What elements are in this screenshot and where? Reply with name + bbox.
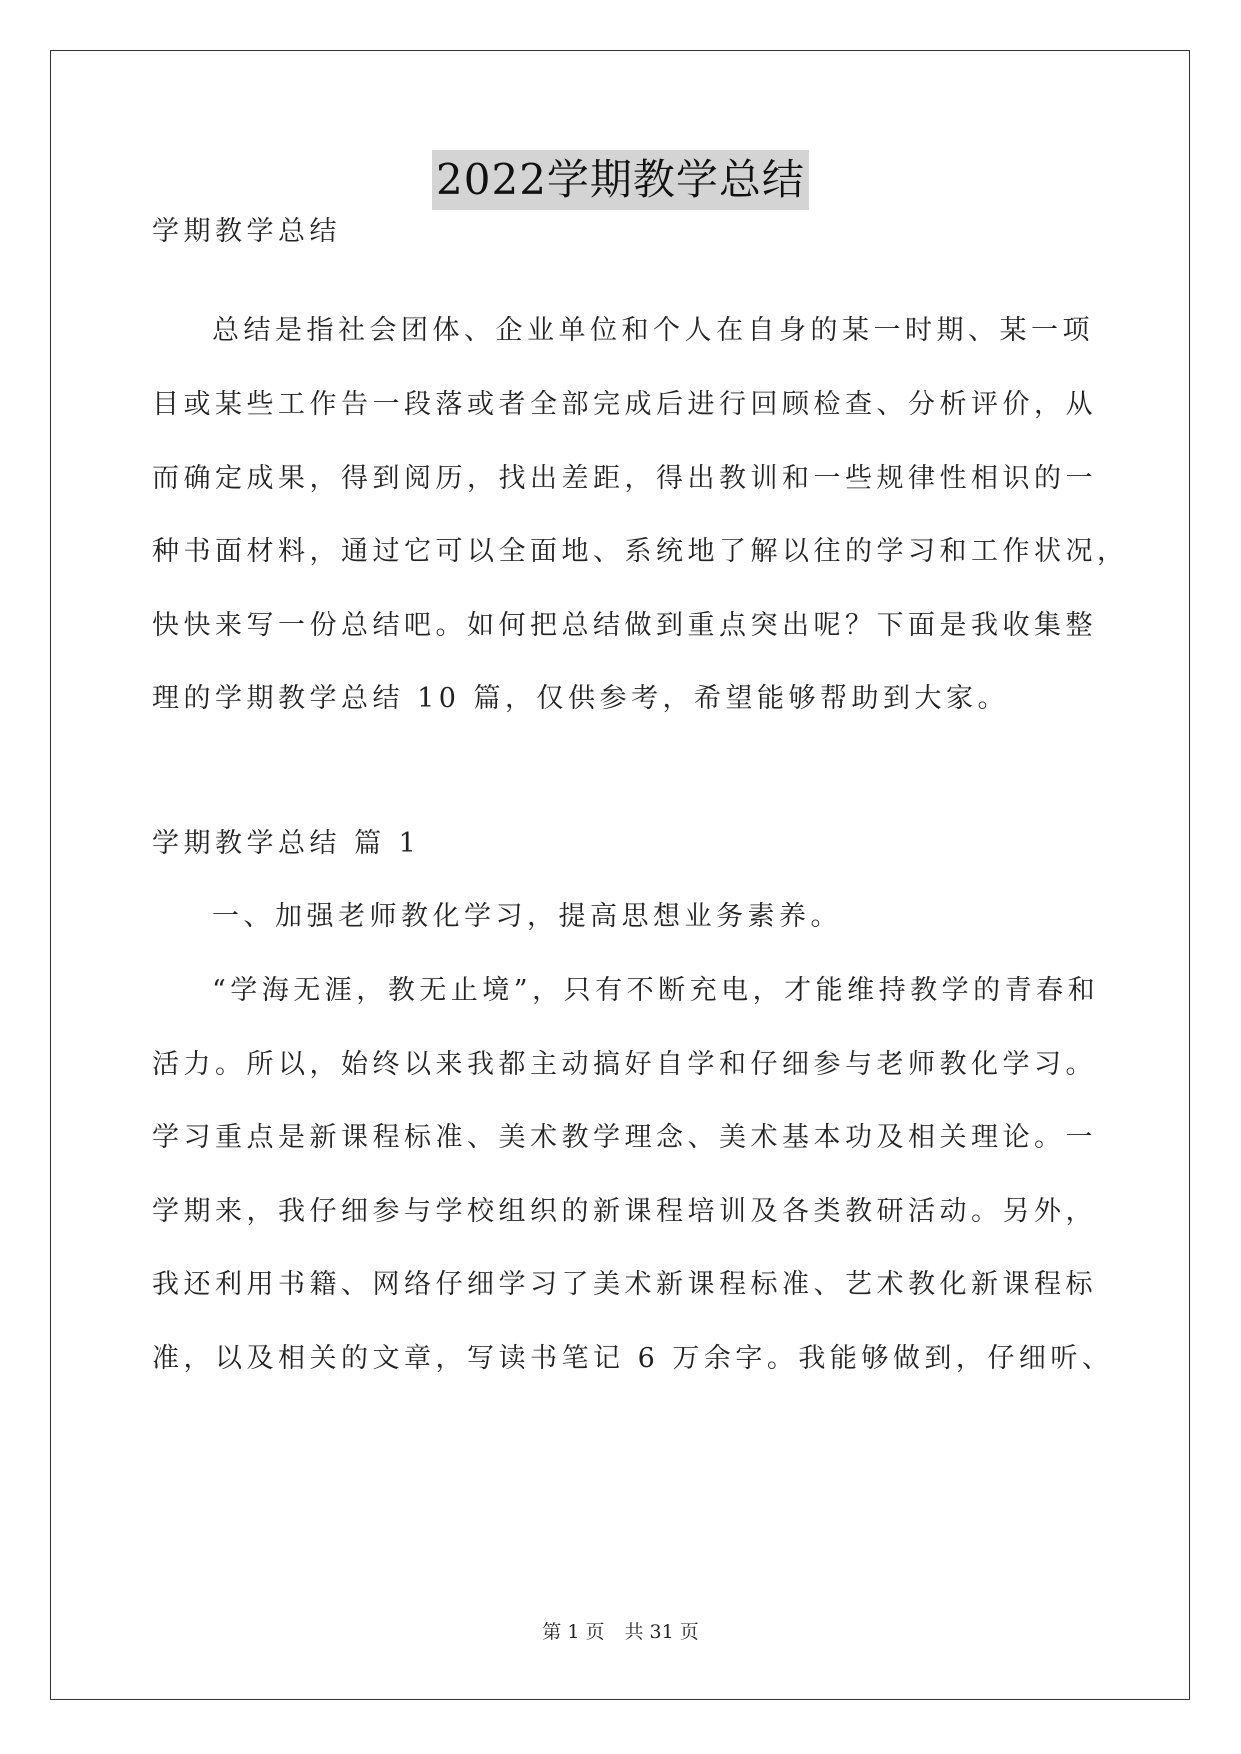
intro-line-5: 快快来写一份总结吧。如何把总结做到重点突出呢？下面是我收集整: [152, 610, 1097, 641]
document-title: 2022学期教学总结: [432, 150, 809, 210]
body-line-3: 学习重点是新课程标准、美术教学理念、美术基本功及相关理论。一: [152, 1122, 1097, 1153]
body-line-1: “学海无涯，教无止境”，只有不断充电，才能维持教学的青春和: [212, 975, 1100, 1006]
title-container: [0, 150, 1241, 210]
body-line-5: 我还利用书籍、网络仔细学习了美术新课程标准、艺术教化新课程标: [152, 1269, 1097, 1300]
page-border: [50, 50, 1190, 1700]
section-heading: 学期教学总结 篇 1: [152, 828, 421, 859]
page-footer: [0, 1617, 1241, 1644]
body-line-4: 学期来，我仔细参与学校组织的新课程培训及各类教研活动。另外，: [152, 1196, 1097, 1227]
intro-line-3: 而确定成果，得到阅历，找出差距，得出教训和一些规律性相识的一: [152, 463, 1097, 494]
subtitle: 学期教学总结: [152, 216, 341, 247]
body-line-2: 活力。所以，始终以来我都主动搞好自学和仔细参与老师教化学习。: [152, 1049, 1097, 1080]
intro-line-2: 目或某些工作告一段落或者全部完成后进行回顾检查、分析评价，从: [152, 389, 1097, 420]
intro-line-6: 理的学期教学总结 10 篇，仅供参考，希望能够帮助到大家。: [152, 683, 1010, 714]
page-total: 共 31 页: [624, 1621, 699, 1643]
section-point: 一、加强老师教化学习，提高思想业务素养。: [212, 901, 842, 932]
body-line-6: 准，以及相关的文章，写读书笔记 6 万余字。我能够做到，仔细听、: [152, 1343, 1114, 1374]
intro-line-1: 总结是指社会团体、企业单位和个人在自身的某一时期、某一项: [212, 315, 1094, 346]
page-number: 第 1 页: [542, 1621, 605, 1643]
intro-line-4: 种书面材料，通过它可以全面地、系统地了解以往的学习和工作状况，: [152, 536, 1129, 567]
